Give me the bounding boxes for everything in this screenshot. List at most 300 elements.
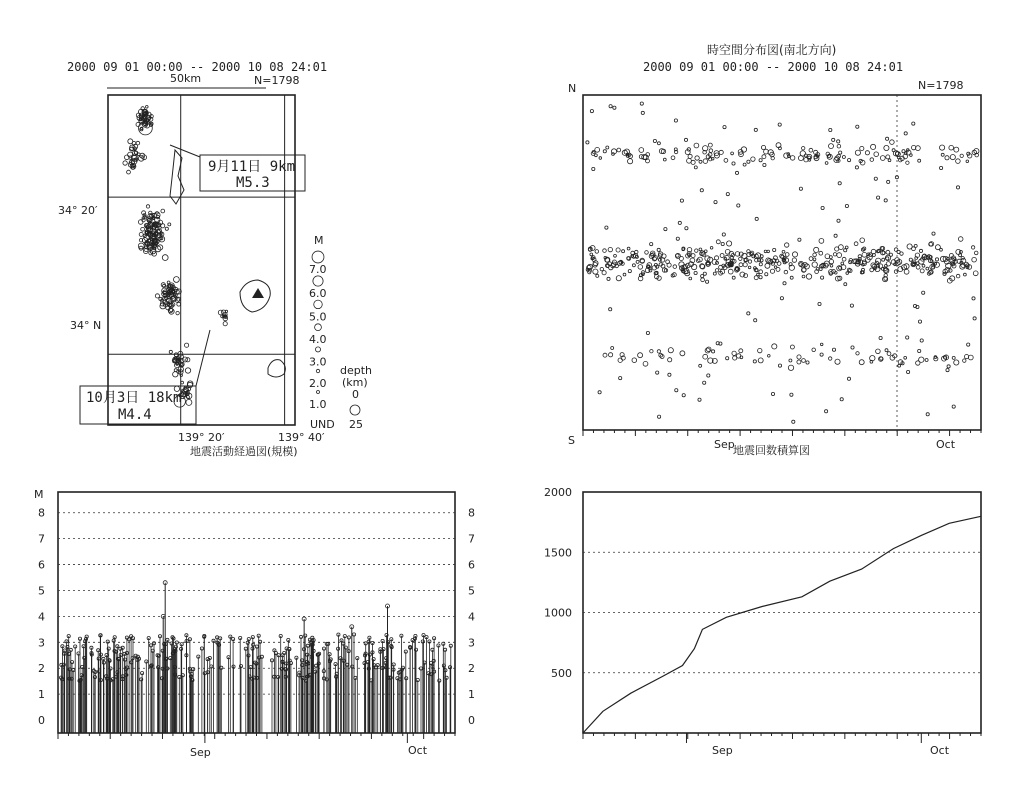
st-event-marker xyxy=(614,254,617,257)
mt-y-tick-right: 0 xyxy=(468,714,475,728)
mag-legend-value: 4.0 xyxy=(309,333,327,347)
st-event-marker xyxy=(640,102,643,105)
st-event-marker xyxy=(771,392,774,395)
cum-frame xyxy=(583,492,981,733)
st-event-marker xyxy=(813,253,817,257)
mt-y-tick: 8 xyxy=(38,506,45,520)
st-event-marker xyxy=(674,119,677,122)
mag-legend-header: M xyxy=(314,234,324,247)
depth-legend-marker xyxy=(350,405,360,415)
st-event-marker xyxy=(586,141,589,144)
epicenter-marker xyxy=(186,399,192,405)
st-event-marker xyxy=(607,277,610,280)
st-event-marker xyxy=(751,157,755,161)
st-event-marker xyxy=(724,159,728,163)
st-event-marker xyxy=(958,237,963,242)
st-event-marker xyxy=(770,269,774,273)
st-event-marker xyxy=(776,143,781,148)
st-event-marker xyxy=(705,348,710,353)
st-event-marker xyxy=(720,254,724,258)
st-event-marker xyxy=(790,156,795,161)
st-event-marker xyxy=(764,250,767,253)
st-event-marker xyxy=(904,269,909,274)
mt-y-tick: 6 xyxy=(38,558,45,572)
st-event-marker xyxy=(759,276,762,279)
st-event-marker xyxy=(650,243,653,246)
st-event-marker xyxy=(706,280,709,283)
st-event-marker xyxy=(643,361,648,366)
st-event-marker xyxy=(790,393,793,396)
st-event-marker xyxy=(870,158,874,162)
st-event-marker xyxy=(632,358,637,363)
st-event-marker xyxy=(842,156,845,159)
st-event-marker xyxy=(668,373,671,376)
st-event-marker xyxy=(713,272,716,275)
st-event-marker xyxy=(726,193,729,196)
st-event-marker xyxy=(966,160,969,163)
st-event-marker xyxy=(812,348,816,352)
st-event-marker xyxy=(763,163,766,166)
st-event-marker xyxy=(797,355,801,359)
st-event-marker xyxy=(694,166,697,169)
st-event-marker xyxy=(731,152,734,155)
epicenter-marker xyxy=(127,170,131,174)
epicenter-marker xyxy=(223,322,227,326)
mt-y-label: M xyxy=(34,488,44,501)
st-event-marker xyxy=(691,254,695,258)
st-event-marker xyxy=(818,302,821,305)
st-event-marker xyxy=(871,144,876,149)
st-event-marker xyxy=(785,243,789,247)
mt-y-tick-right: 1 xyxy=(468,688,475,702)
cum-y-tick: 1500 xyxy=(544,546,572,560)
st-event-marker xyxy=(739,349,743,353)
st-event-marker xyxy=(595,147,600,152)
st-event-marker xyxy=(703,354,708,359)
map-lon-label: 139° 40′ xyxy=(278,431,325,444)
st-event-marker xyxy=(819,239,824,244)
map-lat-label: 34° 20′ xyxy=(58,204,98,217)
st-event-marker xyxy=(890,140,895,145)
st-event-marker xyxy=(778,364,781,367)
st-event-marker xyxy=(608,247,612,251)
st-event-marker xyxy=(792,252,797,257)
st-event-marker xyxy=(703,159,708,164)
st-event-marker xyxy=(708,143,712,147)
map-period: 2000 09 01 00:00 -- 2000 10 08 24:01 xyxy=(67,60,328,74)
st-event-marker xyxy=(619,377,622,380)
st-event-marker xyxy=(668,348,673,353)
st-event-marker xyxy=(839,151,842,154)
st-event-marker xyxy=(920,269,924,273)
st-event-marker xyxy=(965,355,969,359)
st-event-marker xyxy=(743,163,746,166)
st-event-marker xyxy=(960,264,965,269)
mt-y-tick-right: 2 xyxy=(468,662,475,676)
st-event-marker xyxy=(616,276,621,281)
cum-y-tick: 1000 xyxy=(544,606,572,620)
st-event-marker xyxy=(922,264,925,267)
st-event-marker xyxy=(663,158,666,161)
st-event-marker xyxy=(940,166,943,169)
st-event-marker xyxy=(719,265,723,269)
st-event-marker xyxy=(694,271,697,274)
st-x-tick: Oct xyxy=(936,438,956,451)
st-event-marker xyxy=(829,357,832,360)
st-event-marker xyxy=(972,297,975,300)
st-event-marker xyxy=(906,336,909,339)
st-event-marker xyxy=(782,250,785,253)
st-event-marker xyxy=(825,162,828,165)
st-event-marker xyxy=(780,297,783,300)
st-title: 時空間分布図(南北方向) xyxy=(707,43,837,57)
space-time-panel xyxy=(568,42,981,457)
epicenter-marker xyxy=(168,223,171,226)
volcano-triangle-icon xyxy=(252,288,264,298)
st-event-marker xyxy=(850,304,853,307)
epicenter-marker xyxy=(138,220,143,225)
st-event-marker xyxy=(838,182,841,185)
st-event-marker xyxy=(865,151,869,155)
mag-legend-marker xyxy=(317,391,320,394)
st-event-marker xyxy=(727,241,732,246)
st-event-marker xyxy=(598,391,601,394)
st-event-marker xyxy=(599,157,602,160)
st-event-marker xyxy=(960,154,963,157)
st-event-marker xyxy=(772,344,777,349)
st-event-marker xyxy=(884,145,889,150)
st-event-marker xyxy=(694,143,699,148)
callout-1-line1: 9月11日 9km xyxy=(208,159,296,175)
st-event-marker xyxy=(963,359,966,362)
st-event-marker xyxy=(945,156,949,160)
map-scale-label: 50km xyxy=(170,72,202,85)
mt-y-tick: 7 xyxy=(38,532,45,546)
st-event-marker xyxy=(688,154,692,158)
st-event-marker xyxy=(723,126,726,129)
st-event-marker xyxy=(835,272,838,275)
st-event-marker xyxy=(691,160,695,164)
st-event-marker xyxy=(680,351,685,356)
mt-y-tick-right: 7 xyxy=(468,532,475,546)
st-event-marker xyxy=(784,270,788,274)
depth-legend-unit: (km) xyxy=(342,376,368,389)
st-event-marker xyxy=(877,196,880,199)
callout-1-line2: M5.3 xyxy=(236,175,270,191)
mt-y-tick: 3 xyxy=(38,636,45,650)
st-event-marker xyxy=(802,147,805,150)
st-event-marker xyxy=(592,167,595,170)
st-event-marker xyxy=(912,247,916,251)
st-event-marker xyxy=(636,260,639,263)
cum-x-tick: Sep xyxy=(712,744,733,757)
st-event-marker xyxy=(602,271,606,275)
st-event-marker xyxy=(932,232,935,235)
epicenter-marker xyxy=(161,209,165,213)
mt-y-tick-right: 8 xyxy=(468,506,475,520)
st-event-marker xyxy=(747,160,750,163)
st-event-marker xyxy=(941,153,944,156)
st-event-marker xyxy=(676,237,679,240)
st-event-marker xyxy=(676,254,679,257)
st-event-marker xyxy=(699,364,702,367)
st-event-marker xyxy=(819,251,823,255)
epicenter-marker xyxy=(174,353,178,357)
st-event-marker xyxy=(689,277,692,280)
epicenter-marker xyxy=(185,368,190,373)
st-event-marker xyxy=(940,248,943,251)
mt-y-tick-right: 5 xyxy=(468,584,475,598)
st-event-marker xyxy=(699,160,702,163)
st-event-marker xyxy=(695,156,699,160)
st-event-marker xyxy=(754,319,757,322)
st-event-marker xyxy=(623,273,626,276)
cum-y-tick: 500 xyxy=(551,666,572,680)
st-event-marker xyxy=(638,353,643,358)
st-event-marker xyxy=(682,394,685,397)
st-event-marker xyxy=(701,278,705,282)
callout-2-line1: 10月3日 18km xyxy=(86,390,182,406)
st-event-marker xyxy=(609,308,612,311)
mt-y-tick: 0 xyxy=(38,714,45,728)
st-event-marker xyxy=(894,248,898,252)
st-event-marker xyxy=(613,106,616,109)
st-event-marker xyxy=(832,348,835,351)
mt-y-tick-right: 3 xyxy=(468,636,475,650)
st-event-marker xyxy=(719,150,723,154)
st-event-marker xyxy=(606,146,609,149)
st-event-marker xyxy=(922,291,925,294)
mag-legend-value: 3.0 xyxy=(309,355,327,369)
st-event-marker xyxy=(609,353,613,357)
mt-x-tick: Oct xyxy=(408,744,428,757)
st-event-marker xyxy=(799,187,802,190)
st-event-marker xyxy=(887,180,890,183)
st-event-marker xyxy=(880,156,885,161)
st-event-marker xyxy=(638,265,643,270)
st-event-marker xyxy=(812,262,817,267)
st-event-marker xyxy=(920,339,923,342)
st-event-marker xyxy=(870,356,875,361)
st-event-marker xyxy=(837,219,840,222)
st-event-marker xyxy=(617,148,621,152)
st-event-marker xyxy=(973,317,976,320)
map-lon-label: 139° 20′ xyxy=(178,431,225,444)
st-event-marker xyxy=(712,350,715,353)
st-event-marker xyxy=(907,370,910,373)
mag-legend-value: 7.0 xyxy=(309,263,327,276)
st-event-marker xyxy=(847,268,851,272)
st-period: 2000 09 01 00:00 -- 2000 10 08 24:01 xyxy=(643,60,904,74)
st-event-marker xyxy=(954,147,959,152)
mag-legend-value: 1.0 xyxy=(309,398,327,411)
st-event-marker xyxy=(645,251,649,255)
st-event-marker xyxy=(650,350,653,353)
st-event-marker xyxy=(829,259,833,263)
mt-y-tick: 2 xyxy=(38,662,45,676)
st-events xyxy=(586,102,979,423)
st-event-marker xyxy=(802,359,806,363)
st-event-marker xyxy=(758,348,762,352)
cum-title: 地震回数積算図 xyxy=(733,444,810,457)
st-event-marker xyxy=(646,331,649,334)
st-event-marker xyxy=(790,276,793,279)
callout-2-line2: M4.4 xyxy=(118,407,152,423)
mag-legend-marker xyxy=(314,300,323,309)
st-event-marker xyxy=(595,250,599,254)
st-event-marker xyxy=(668,358,672,362)
st-event-marker xyxy=(851,346,854,349)
st-event-marker xyxy=(833,253,836,256)
island-outline xyxy=(170,150,184,204)
st-event-marker xyxy=(809,148,813,152)
st-event-marker xyxy=(714,201,717,204)
st-event-marker xyxy=(926,413,929,416)
st-event-marker xyxy=(595,154,598,157)
st-event-marker xyxy=(829,144,834,149)
st-event-marker xyxy=(806,274,811,279)
st-event-marker xyxy=(605,226,608,229)
st-event-marker xyxy=(806,361,809,364)
st-event-marker xyxy=(789,359,792,362)
st-event-marker xyxy=(821,276,824,279)
mt-y-tick-right: 4 xyxy=(468,610,475,624)
st-event-marker xyxy=(759,263,762,266)
st-event-marker xyxy=(699,248,702,251)
st-event-marker xyxy=(886,250,890,254)
st-event-marker xyxy=(732,351,736,355)
map-caption: 地震活動経過図(規模) xyxy=(190,445,298,458)
st-event-marker xyxy=(935,258,938,261)
st-event-marker xyxy=(916,265,920,269)
st-event-marker xyxy=(707,374,710,377)
st-event-marker xyxy=(603,150,606,153)
st-event-marker xyxy=(825,410,828,413)
epicenter-marker xyxy=(174,277,180,283)
st-event-marker xyxy=(860,238,865,243)
st-event-marker xyxy=(820,343,823,346)
cum-series-line xyxy=(583,516,981,733)
st-event-marker xyxy=(641,111,644,114)
mag-legend-marker xyxy=(315,347,320,352)
epicenter-marker xyxy=(146,106,149,109)
st-event-marker xyxy=(761,145,765,149)
st-event-marker xyxy=(952,405,955,408)
mag-legend-marker xyxy=(315,324,322,331)
st-event-marker xyxy=(840,398,843,401)
st-event-marker xyxy=(628,270,631,273)
st-event-marker xyxy=(785,253,789,257)
mt-y-tick: 4 xyxy=(38,610,45,624)
st-event-marker xyxy=(737,204,740,207)
st-event-marker xyxy=(859,360,864,365)
st-event-marker xyxy=(635,250,638,253)
st-event-marker xyxy=(618,358,622,362)
st-event-marker xyxy=(848,159,851,162)
st-event-marker xyxy=(860,146,864,150)
st-event-marker xyxy=(949,269,953,273)
st-event-marker xyxy=(701,275,704,278)
st-event-marker xyxy=(886,155,890,159)
st-event-marker xyxy=(949,145,954,150)
st-event-marker xyxy=(792,258,796,262)
st-event-marker xyxy=(715,269,718,272)
st-event-marker xyxy=(972,257,977,262)
epicenter-marker xyxy=(140,127,142,129)
st-event-marker xyxy=(835,247,839,251)
st-event-marker xyxy=(802,268,806,272)
st-event-marker xyxy=(748,260,751,263)
st-event-marker xyxy=(593,269,598,274)
st-event-marker xyxy=(755,217,758,220)
st-event-marker xyxy=(671,156,675,160)
st-event-marker xyxy=(611,347,614,350)
st-event-marker xyxy=(765,273,768,276)
st-event-marker xyxy=(919,249,922,252)
map-count: N=1798 xyxy=(254,74,300,87)
st-event-marker xyxy=(767,250,770,253)
st-event-marker xyxy=(732,276,735,279)
st-event-marker xyxy=(856,352,859,355)
st-event-marker xyxy=(667,263,671,267)
callout-leader-2 xyxy=(196,330,210,386)
map-lat-label: 34° N xyxy=(70,319,102,332)
st-event-marker xyxy=(946,369,949,372)
depth-legend-header: depth xyxy=(340,364,373,377)
st-event-marker xyxy=(876,349,881,354)
st-event-marker xyxy=(882,258,885,261)
st-x-tick: Sep xyxy=(714,438,735,451)
st-event-marker xyxy=(973,271,978,276)
st-event-marker xyxy=(821,206,824,209)
st-event-marker xyxy=(700,189,703,192)
st-event-marker xyxy=(664,228,667,231)
st-event-marker xyxy=(886,137,889,140)
mag-legend-marker xyxy=(312,251,324,263)
epicenter-marker xyxy=(176,311,179,314)
st-event-marker xyxy=(590,253,593,256)
st-north-label: N xyxy=(568,82,577,95)
st-event-marker xyxy=(709,149,713,153)
st-event-marker xyxy=(658,258,661,261)
st-event-marker xyxy=(759,270,763,274)
st-event-marker xyxy=(728,269,733,274)
st-event-marker xyxy=(685,227,688,230)
mt-x-tick: Sep xyxy=(190,746,211,759)
st-event-marker xyxy=(759,159,762,162)
st-south-label: S xyxy=(568,434,575,447)
st-event-marker xyxy=(879,336,882,339)
st-event-marker xyxy=(758,358,763,363)
map-panel xyxy=(58,60,372,458)
st-event-marker xyxy=(705,250,708,253)
st-event-marker xyxy=(809,257,813,261)
st-event-marker xyxy=(912,122,915,125)
st-event-marker xyxy=(902,150,905,153)
st-event-marker xyxy=(679,256,683,260)
st-event-marker xyxy=(739,257,742,260)
st-event-marker xyxy=(748,266,751,269)
st-event-marker xyxy=(780,254,784,258)
st-event-marker xyxy=(698,398,701,401)
st-event-marker xyxy=(837,144,841,148)
st-event-marker xyxy=(684,138,687,141)
st-event-marker xyxy=(844,283,847,286)
st-event-marker xyxy=(678,221,681,224)
epicenter-marker xyxy=(185,343,189,347)
st-event-marker xyxy=(658,415,661,418)
epicenter-marker xyxy=(149,211,152,214)
